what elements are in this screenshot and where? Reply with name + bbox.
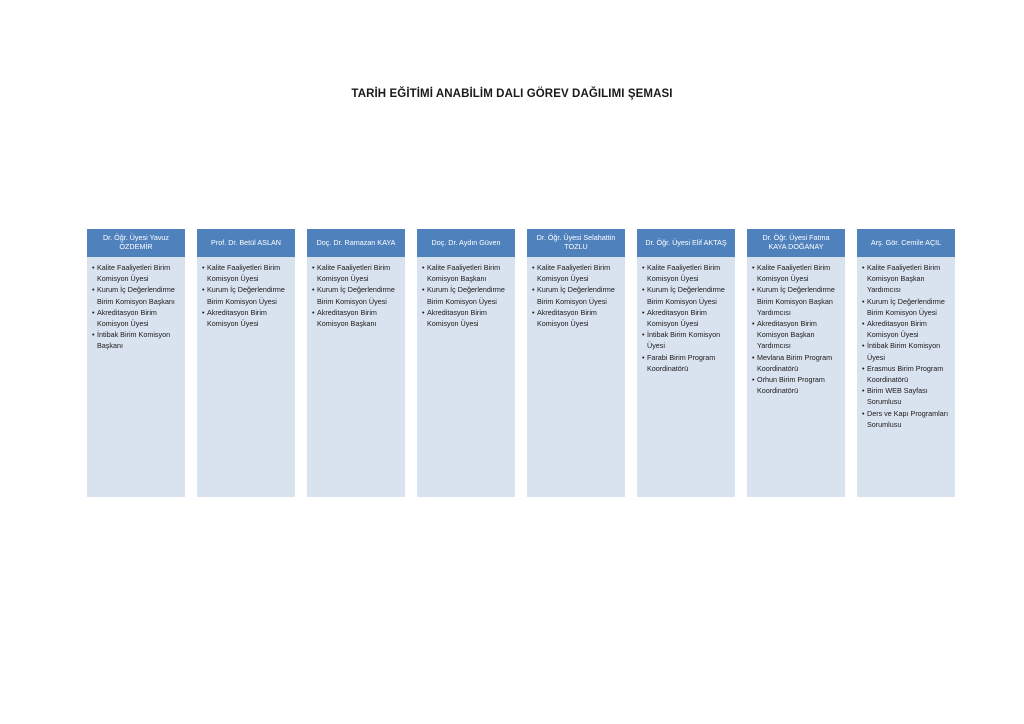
staff-column — [527, 229, 625, 497]
bullet-dot-icon: • — [642, 263, 645, 272]
duty-item-text: Erasmus Birim Program Koordinatörü — [867, 363, 944, 385]
bullet-dot-icon: • — [642, 352, 645, 362]
duty-list — [423, 262, 511, 329]
duty-item-text: Birim WEB Sayfası Sorumlusu — [867, 386, 928, 407]
duty-list — [93, 262, 181, 352]
duty-item — [203, 284, 291, 306]
duty-item-text: Akreditasyon Birim Komisyon Üyesi — [867, 319, 927, 340]
duty-item — [313, 262, 401, 284]
bullet-dot-icon: • — [422, 307, 425, 317]
duty-item — [643, 284, 731, 306]
duty-item-text: Kalite Faaliyetleri Birim Komisyon Üyesi — [647, 263, 721, 284]
duty-item — [423, 262, 511, 284]
duty-item — [863, 296, 951, 318]
duty-item-text: Kalite Faaliyetleri Birim Komisyon Üyesi — [757, 263, 831, 284]
duty-list — [533, 262, 621, 329]
duty-item-text: Kurum İç Değerlendirme Birim Komisyon Üyesi — [427, 285, 505, 306]
bullet-dot-icon: • — [422, 285, 425, 295]
duty-item — [643, 329, 731, 351]
bullet-dot-icon: • — [202, 263, 205, 272]
bullet-dot-icon: • — [532, 263, 535, 272]
duty-item-text: Kurum İç Değerlendirme Birim Komisyon Üyesi — [207, 285, 285, 306]
duty-item — [863, 408, 951, 430]
bullet-dot-icon: • — [862, 363, 865, 373]
duty-list — [643, 262, 731, 374]
duty-item-text: Akreditasyon Birim Komisyon Üyesi — [97, 307, 157, 329]
duty-item — [753, 284, 841, 318]
duty-item-text: Kurum İç Değerlendirme Birim Komisyon Üyesi — [317, 285, 395, 306]
duty-item — [863, 385, 951, 407]
bullet-dot-icon: • — [92, 285, 95, 295]
duty-item — [863, 262, 951, 296]
bullet-dot-icon: • — [862, 408, 865, 418]
duty-item-text: Kalite Faaliyetleri Birim Komisyon Üyesi — [207, 263, 281, 284]
duty-item-text: İntibak Birim Komisyon Başkanı — [97, 330, 171, 351]
duty-item — [863, 363, 951, 385]
duty-item-text: Akreditasyon Birim Komisyon Başkanı — [317, 307, 377, 329]
bullet-dot-icon: • — [202, 285, 205, 295]
duty-item-text: Kurum İç Değerlendirme Birim Komisyon Başkanı — [97, 285, 175, 306]
duty-item — [313, 284, 401, 306]
duty-item-text: İntibak Birim Komisyon Üyesi — [647, 330, 721, 351]
bullet-dot-icon: • — [642, 307, 645, 317]
bullet-dot-icon: • — [202, 307, 205, 317]
bullet-dot-icon: • — [862, 386, 865, 396]
bullet-dot-icon: • — [532, 307, 535, 317]
duty-item-text: Kalite Faaliyetleri Birim Komisyon Başkanı — [427, 263, 501, 284]
duty-list — [753, 262, 841, 396]
bullet-dot-icon: • — [92, 307, 95, 317]
duty-item — [423, 307, 511, 329]
duty-list-box — [197, 257, 295, 497]
bullet-dot-icon: • — [862, 319, 865, 329]
duty-list-box — [637, 257, 735, 497]
bullet-dot-icon: • — [312, 263, 315, 272]
bullet-dot-icon: • — [532, 285, 535, 295]
duty-list — [203, 262, 291, 329]
duty-item-text: Akreditasyon Birim Komisyon Üyesi — [207, 307, 267, 329]
duty-item-text: İntibak Birim Komisyon Üyesi — [867, 341, 941, 362]
duty-distribution-chart — [87, 229, 955, 497]
bullet-dot-icon: • — [752, 285, 755, 295]
staff-name-header: Dr. Öğr. Üyesi Selahattin TOZLU — [527, 229, 625, 257]
duty-item-text: Kurum İç Değerlendirme Birim Komisyon Üyesi — [647, 285, 725, 306]
bullet-dot-icon: • — [752, 352, 755, 362]
duty-item — [533, 307, 621, 329]
staff-column — [307, 229, 405, 497]
duty-list-box — [857, 257, 955, 497]
bullet-dot-icon: • — [92, 330, 95, 340]
bullet-dot-icon: • — [92, 263, 95, 272]
duty-item-text: Farabi Birim Program Koordinatörü — [647, 352, 716, 373]
page-title: TARİH EĞİTİMİ ANABİLİM DALI GÖREV DAĞILIMI ŞEMASI — [351, 88, 673, 100]
staff-column — [637, 229, 735, 497]
duty-item — [753, 318, 841, 352]
bullet-dot-icon: • — [642, 330, 645, 340]
duty-item-text: Ders ve Kapı Programları Sorumlusu — [867, 408, 949, 429]
duty-item — [93, 307, 181, 329]
duty-item — [643, 307, 731, 329]
duty-list-box — [527, 257, 625, 497]
staff-name-header: Dr. Öğr. Üyesi Yavuz ÖZDEMİR — [87, 229, 185, 257]
bullet-dot-icon: • — [642, 285, 645, 295]
duty-list-box — [307, 257, 405, 497]
duty-item — [313, 307, 401, 329]
duty-item-text: Akreditasyon Birim Komisyon Üyesi — [647, 307, 707, 329]
bullet-dot-icon: • — [312, 285, 315, 295]
duty-item — [863, 340, 951, 362]
duty-item — [203, 307, 291, 329]
bullet-dot-icon: • — [862, 296, 865, 306]
staff-name-header: Dr. Öğr. Üyesi Elif AKTAŞ — [637, 229, 735, 257]
bullet-dot-icon: • — [862, 263, 865, 272]
duty-list — [313, 262, 401, 329]
duty-item — [643, 262, 731, 284]
duty-item — [753, 374, 841, 396]
staff-name-header: Doç. Dr. Aydın Güven — [417, 229, 515, 257]
duty-item — [203, 262, 291, 284]
duty-item — [533, 284, 621, 306]
staff-column — [197, 229, 295, 497]
staff-column — [747, 229, 845, 497]
duty-item-text: Kurum İç Değerlendirme Birim Komisyon Üyesi — [537, 285, 615, 306]
duty-item-text: Kurum İç Değerlendirme Birim Komisyon Üyesi — [867, 296, 945, 317]
duty-item-text: Akreditasyon Birim Komisyon Üyesi — [427, 307, 487, 329]
staff-name-header: Prof. Dr. Betül ASLAN — [197, 229, 295, 257]
bullet-dot-icon: • — [752, 263, 755, 272]
duty-item — [93, 284, 181, 306]
duty-item-text: Kalite Faaliyetleri Birim Komisyon Üyesi — [537, 263, 611, 284]
duty-item-text: Kalite Faaliyetleri Birim Komisyon Üyesi — [317, 263, 391, 284]
duty-list-box — [417, 257, 515, 497]
staff-name-header: Dr. Öğr. Üyesi Fatma KAYA DOĞANAY — [747, 229, 845, 257]
staff-column — [417, 229, 515, 497]
duty-item-text: Kalite Faaliyetleri Birim Komisyon Üyesi — [97, 263, 171, 284]
duty-item — [753, 352, 841, 374]
duty-item — [643, 352, 731, 374]
duty-item-text: Akreditasyon Birim Komisyon Üyesi — [537, 307, 597, 329]
duty-item-text: Orhun Birim Program Koordinatörü — [757, 375, 825, 396]
duty-item-text: Akreditasyon Birim Komisyon Başkan Yardımcısı — [757, 319, 817, 351]
staff-column — [87, 229, 185, 497]
duty-item — [753, 262, 841, 284]
duty-list — [863, 262, 951, 430]
staff-name-header: Arş. Gör. Cemile AÇIL — [857, 229, 955, 257]
duty-list-box — [87, 257, 185, 497]
duty-item-text: Kalite Faaliyetleri Birim Komisyon Başkan Yardımcısı — [867, 263, 941, 295]
duty-item — [423, 284, 511, 306]
bullet-dot-icon: • — [312, 307, 315, 317]
duty-item-text: Kurum İç Değerlendirme Birim Komisyon Başkan Yardımcısı — [757, 285, 835, 317]
duty-item — [93, 329, 181, 351]
duty-list-box — [747, 257, 845, 497]
bullet-dot-icon: • — [862, 341, 865, 351]
duty-item-text: Mevlana Birim Program Koordinatörü — [757, 352, 833, 373]
bullet-dot-icon: • — [422, 263, 425, 272]
duty-item — [533, 262, 621, 284]
bullet-dot-icon: • — [752, 375, 755, 385]
bullet-dot-icon: • — [752, 319, 755, 329]
duty-item — [863, 318, 951, 340]
staff-column — [857, 229, 955, 497]
staff-name-header: Doç. Dr. Ramazan KAYA — [307, 229, 405, 257]
duty-item — [93, 262, 181, 284]
